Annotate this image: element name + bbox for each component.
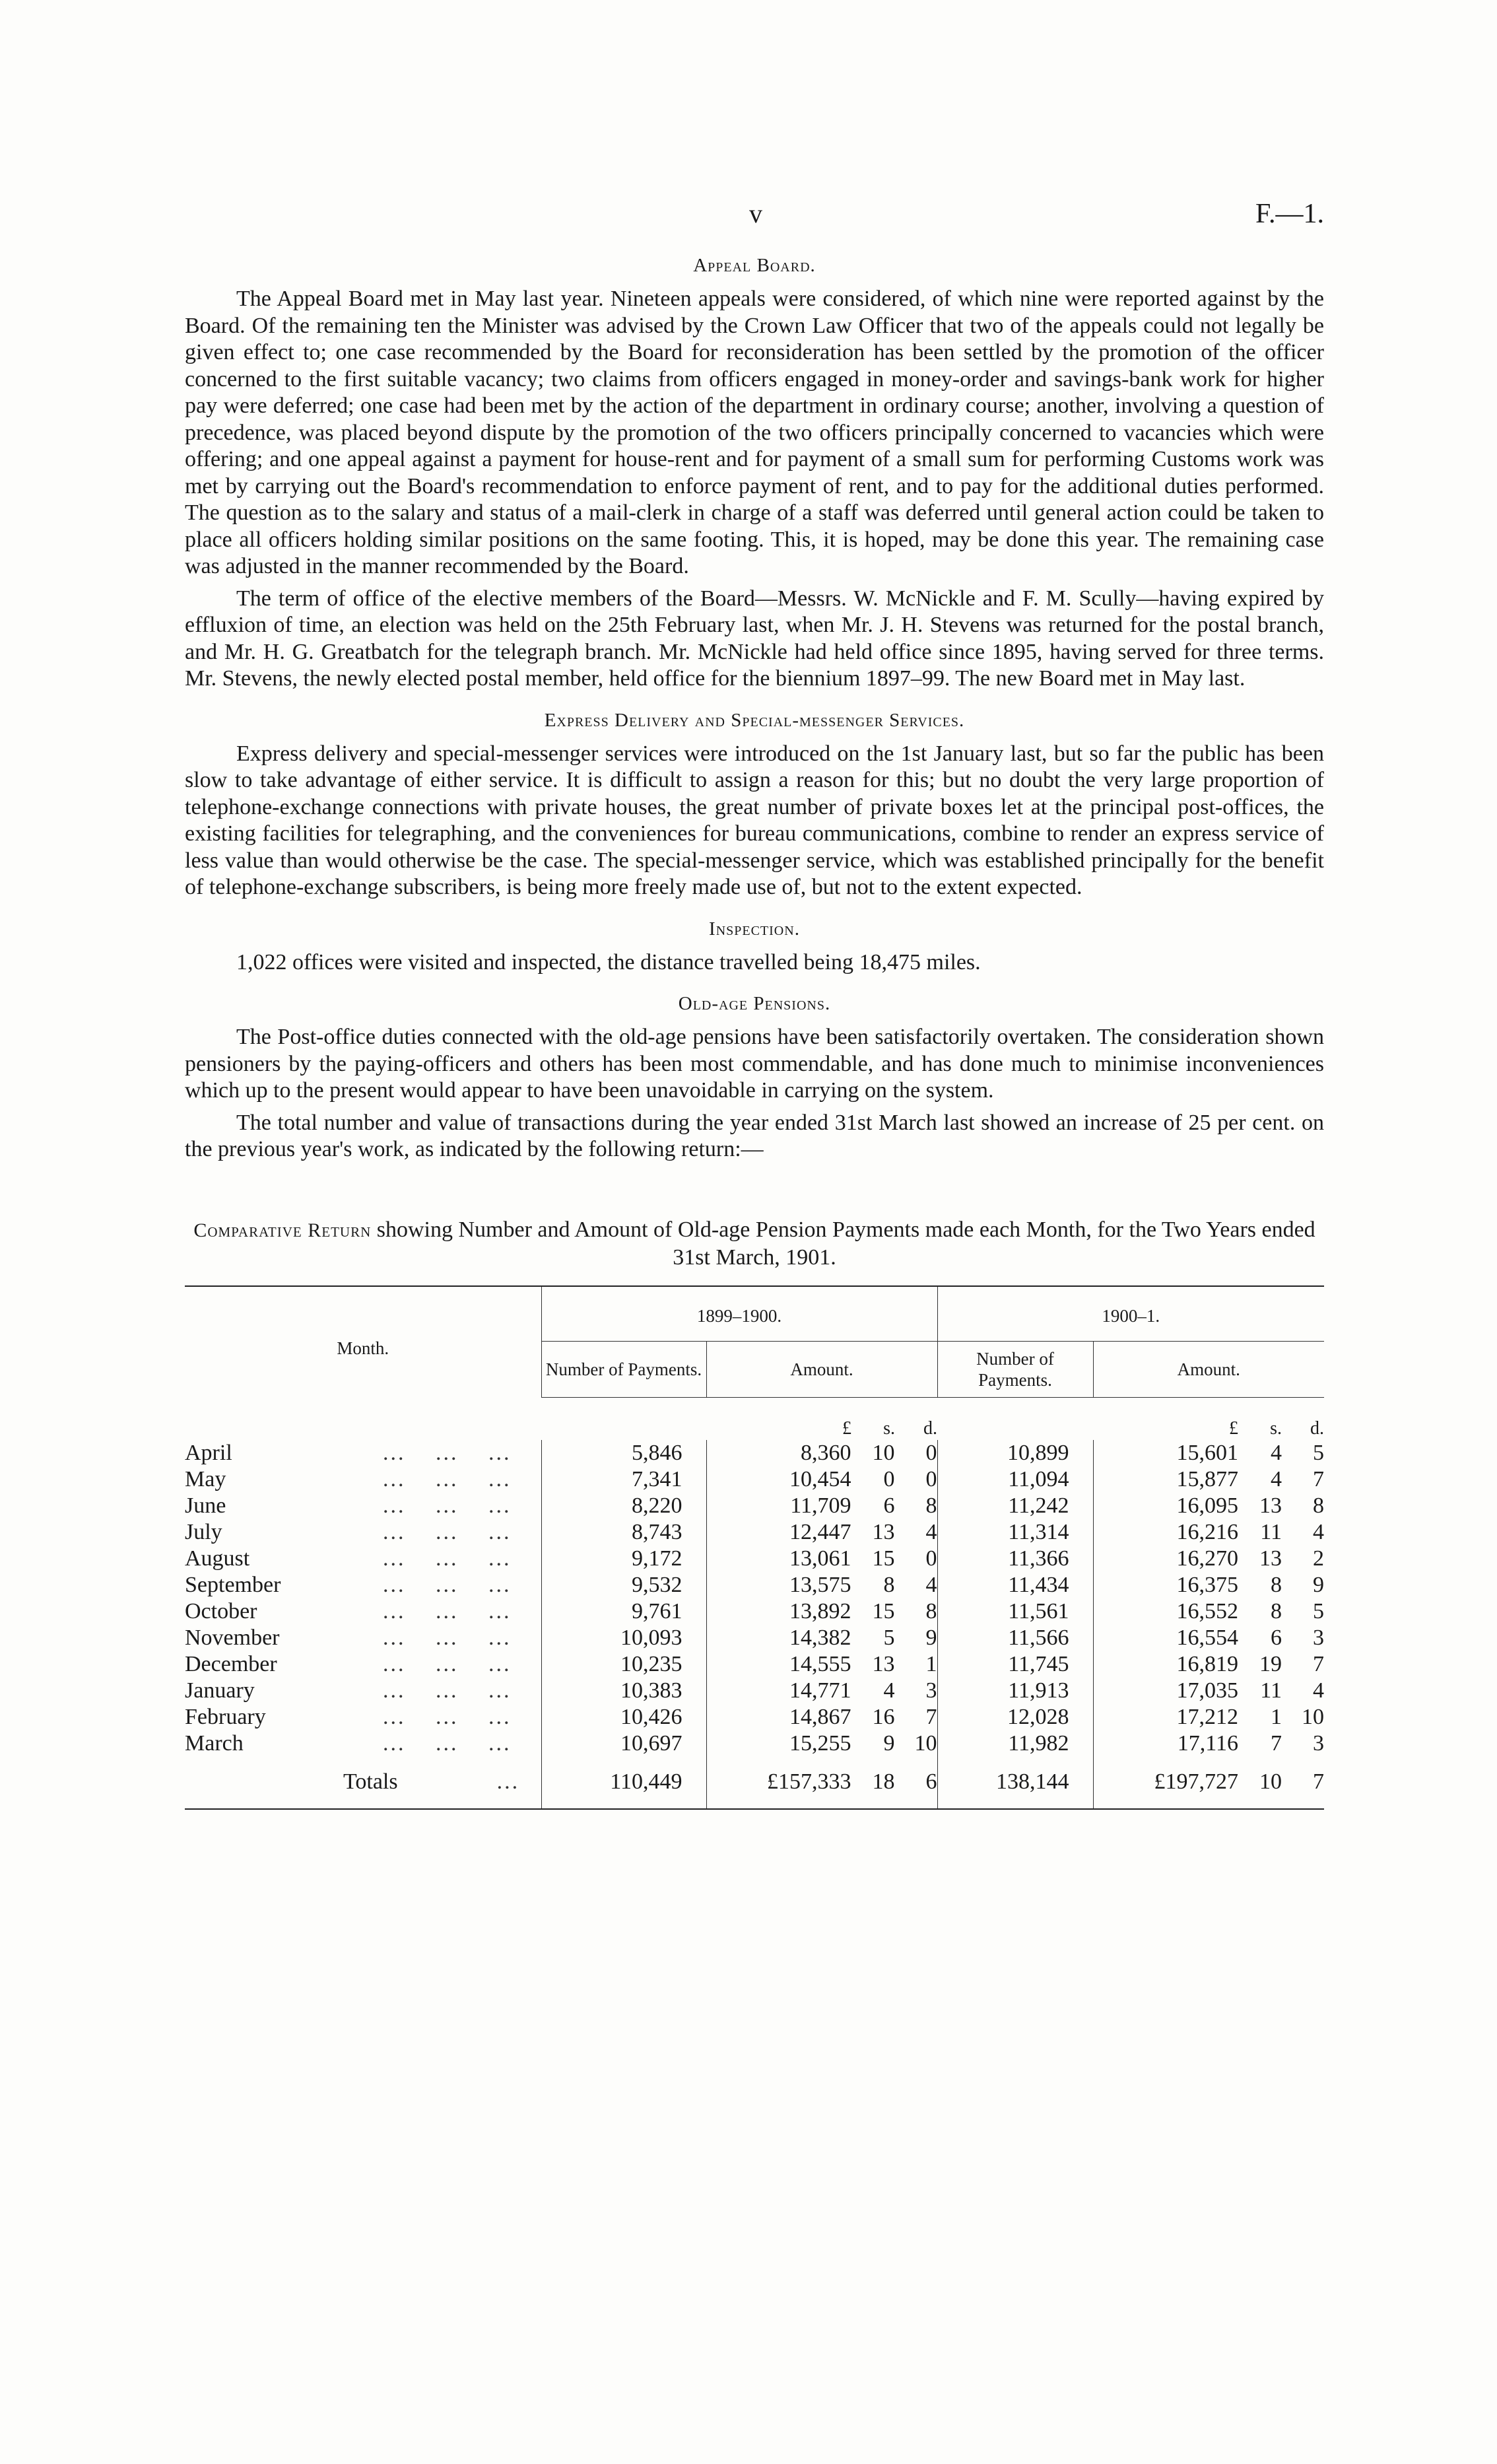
pounds: 8,360	[801, 1440, 851, 1465]
totals-pounds-2: £197,727	[1154, 1769, 1238, 1794]
shillings: 13	[872, 1519, 895, 1544]
pence: 4	[1313, 1519, 1324, 1544]
payments-count-1899: 7,341	[541, 1466, 706, 1493]
amount-1899	[706, 1546, 937, 1572]
payments-count-1900: 11,366	[937, 1546, 1093, 1572]
month-cell	[185, 1678, 541, 1704]
pence: 7	[925, 1704, 937, 1729]
leader-dots: ...	[436, 1651, 459, 1676]
table-caption-text: showing Number and Amount of Old-age Pension Payments made each Month, for the Two Years ended 31st March, 1901.	[371, 1217, 1315, 1270]
shillings: 11	[1260, 1678, 1282, 1703]
leader-dots: ...	[488, 1625, 512, 1650]
pence: 8	[1313, 1493, 1324, 1518]
pounds: 17,035	[1176, 1678, 1238, 1703]
document-reference: F.—1.	[1255, 199, 1324, 229]
table-row	[185, 1598, 1324, 1625]
totals-pence-1: 6	[925, 1769, 937, 1794]
leader-dots: ...	[436, 1546, 459, 1571]
totals-label: Totals	[343, 1769, 398, 1794]
pounds: 11,709	[790, 1493, 851, 1518]
month-label: September	[185, 1572, 281, 1597]
month-label: January	[185, 1678, 255, 1703]
leader-dots: ...	[383, 1678, 406, 1703]
payments-count-1899: 8,220	[541, 1493, 706, 1519]
pence: 3	[1313, 1730, 1324, 1756]
pence: 2	[1313, 1546, 1324, 1571]
column-header-year-1899-1900: 1899–1900.	[541, 1286, 937, 1342]
shillings: 5	[883, 1625, 895, 1650]
pounds: 13,892	[789, 1598, 851, 1624]
payments-count-1899: 10,426	[541, 1704, 706, 1730]
month-cell	[185, 1704, 541, 1730]
pounds: 16,270	[1176, 1546, 1238, 1571]
section-heading-appeal-board: Appeal Board.	[693, 255, 816, 276]
totals-pence-2: 7	[1313, 1769, 1324, 1794]
pounds: 17,116	[1177, 1730, 1238, 1756]
table-caption-lead: Comparative Return	[193, 1219, 372, 1241]
month-label: July	[185, 1519, 222, 1544]
leader-dots: ...	[436, 1730, 459, 1756]
payments-count-1899: 10,235	[541, 1651, 706, 1678]
column-header-number-2: Number of Payments.	[937, 1341, 1093, 1397]
payments-count-1899: 9,532	[541, 1572, 706, 1598]
pence: 0	[925, 1440, 937, 1465]
month-cell	[185, 1466, 541, 1493]
shillings: 16	[872, 1704, 895, 1729]
amount-1899	[706, 1519, 937, 1546]
paragraph: The total number and value of transactions during the year ended 31st March last showed an increase of 25 per cent. on the previous year's work, as indicated by the following return:—	[185, 1110, 1324, 1161]
leader-dots: ...	[383, 1730, 406, 1756]
amount-1900	[1093, 1493, 1324, 1519]
document-page	[185, 198, 1324, 1810]
leader-dots: ...	[488, 1519, 512, 1544]
payments-count-1899: 9,761	[541, 1598, 706, 1625]
page-number: v	[749, 199, 762, 228]
pounds: 14,867	[789, 1704, 851, 1729]
totals-row	[185, 1757, 1324, 1809]
leader-dots: ...	[383, 1546, 406, 1571]
amount-1899	[706, 1678, 937, 1704]
table-caption	[185, 1216, 1324, 1271]
payments-count-1900: 11,982	[937, 1730, 1093, 1757]
pounds: 14,555	[789, 1651, 851, 1676]
amount-1899	[706, 1572, 937, 1598]
shillings: 11	[1260, 1519, 1282, 1544]
payments-count-1899: 10,093	[541, 1625, 706, 1651]
amount-1900	[1093, 1572, 1324, 1598]
leader-dots: ...	[436, 1625, 459, 1650]
month-label: August	[185, 1546, 250, 1571]
shillings: 9	[883, 1730, 895, 1756]
pounds: 15,255	[789, 1730, 851, 1756]
paragraph: The Appeal Board met in May last year. Nineteen appeals were considered, of which nine were reported against by the Board. Of the remaining ten the Minister was advised by the Crown Law Officer that two of the appeals could not legally be given effect to; one case recommended by the Board for reconsideration has been settled by the promotion of the officer concerned to the first suitable vacancy; two claims from officers engaged in money-order and savings-bank work for higher pay were deferred; one case had been met by the action of the department in ordinary course; another, involving a question of precedence, was placed beyond dispute by the promotion of the two officers principally concerned to vacancies which were offering; and one appeal against a payment for house-rent and for payment of a small sum for performing Customs work was met by carrying out the Board's recommendation to enforce payment of rent, and to pay for the additional duties performed. The question as to the salary and status of a mail-clerk in charge of a staff was deferred until general action could be taken to place all officers holding similar positions on the same footing. This, it is hoped, may be done this year. The remaining case was adjusted in the manner recommended by the Board.	[185, 287, 1324, 578]
payments-count-1900: 11,561	[937, 1598, 1093, 1625]
payments-count-1899: 10,383	[541, 1678, 706, 1704]
pension-payments-table	[185, 1285, 1324, 1810]
unit-shillings: s.	[883, 1418, 895, 1439]
leader-dots: ...	[383, 1572, 406, 1597]
unit-pounds: £	[1229, 1418, 1238, 1439]
leader-dots: ...	[488, 1546, 512, 1571]
leader-dots: ...	[488, 1572, 512, 1597]
month-cell	[185, 1625, 541, 1651]
pounds: 10,454	[789, 1466, 851, 1491]
shillings: 13	[872, 1651, 895, 1676]
table-row	[185, 1625, 1324, 1651]
amount-1900	[1093, 1625, 1324, 1651]
month-cell	[185, 1440, 541, 1466]
leader-dots: ...	[488, 1651, 512, 1676]
shillings: 6	[1271, 1625, 1282, 1650]
paragraph: The Post-office duties connected with the old-age pensions have been satisfactorily overtaken. The consideration shown pensioners by the paying-officers and others has been most commendable, and has done much to minimise inconveniences which up to the present would appear to have been unavoidable in carrying on the system.	[185, 1025, 1324, 1103]
shillings: 8	[883, 1572, 895, 1597]
pounds: 16,095	[1176, 1493, 1238, 1518]
totals-pounds-1: £157,333	[767, 1769, 851, 1794]
leader-dots: ...	[436, 1678, 459, 1703]
shillings: 6	[883, 1493, 895, 1518]
table-row	[185, 1440, 1324, 1466]
leader-dots: ...	[488, 1493, 512, 1518]
amount-1900	[1093, 1651, 1324, 1678]
month-cell	[185, 1572, 541, 1598]
pence: 9	[1313, 1572, 1324, 1597]
amount-1899	[706, 1730, 937, 1757]
table-row	[185, 1572, 1324, 1598]
shillings: 13	[1259, 1493, 1282, 1518]
column-header-amount-1: Amount.	[706, 1341, 937, 1397]
shillings: 13	[1259, 1546, 1282, 1571]
table-row	[185, 1546, 1324, 1572]
table-row	[185, 1651, 1324, 1678]
pence: 4	[925, 1519, 937, 1544]
paragraph: Express delivery and special-messenger services were introduced on the 1st January last, but so far the public has been slow to take advantage of either service. It is difficult to assign a reason for this; but no doubt the very large proportion of telephone-exchange connections with private houses, the great number of private boxes let at the principal post-offices, the existing facilities for telegraphing, and the conveniences for bureau communications, combine to render an express service of less value than would otherwise be the case. The special-messenger service, which was established principally for the benefit of telephone-exchange subscribers, is being more freely made use of, but not to the extent expected.	[185, 741, 1324, 899]
amount-1899	[706, 1440, 937, 1466]
page-header	[185, 198, 1324, 238]
pounds: 14,382	[789, 1625, 851, 1650]
amount-1900	[1093, 1704, 1324, 1730]
month-label: February	[185, 1704, 266, 1729]
leader-dots: ...	[488, 1730, 512, 1756]
shillings: 19	[1259, 1651, 1282, 1676]
pounds: 13,061	[789, 1546, 851, 1571]
leader-dots: ...	[488, 1440, 512, 1465]
shillings: 4	[1271, 1440, 1282, 1465]
leader-dots: ...	[436, 1572, 459, 1597]
leader-dots: ...	[383, 1440, 406, 1465]
section-heading-old-age-pensions: Old-age Pensions.	[678, 993, 831, 1014]
amount-1900	[1093, 1546, 1324, 1572]
shillings: 7	[1271, 1730, 1282, 1756]
leader-dots: ...	[488, 1704, 512, 1729]
shillings: 8	[1271, 1598, 1282, 1624]
pence: 4	[1313, 1678, 1324, 1703]
shillings: 15	[872, 1546, 895, 1571]
amount-1899	[706, 1651, 937, 1678]
units-row	[185, 1397, 1324, 1440]
month-label: March	[185, 1730, 244, 1756]
section-heading-express-delivery: Express Delivery and Special-messenger Services.	[544, 709, 965, 731]
payments-count-1900: 11,566	[937, 1625, 1093, 1651]
payments-count-1900: 10,899	[937, 1440, 1093, 1466]
month-cell	[185, 1651, 541, 1678]
leader-dots: ...	[383, 1493, 406, 1518]
pence: 3	[925, 1678, 937, 1703]
shillings: 10	[872, 1440, 895, 1465]
shillings: 8	[1271, 1572, 1282, 1597]
paragraph: 1,022 offices were visited and inspected, the distance travelled being 18,475 miles.	[236, 949, 981, 975]
unit-pence: d.	[923, 1418, 937, 1439]
totals-shillings-1: 18	[872, 1769, 895, 1794]
pounds: 14,771	[789, 1678, 851, 1703]
payments-count-1899: 9,172	[541, 1546, 706, 1572]
pence: 0	[925, 1546, 937, 1571]
table-row	[185, 1704, 1324, 1730]
pounds: 15,877	[1176, 1466, 1238, 1491]
leader-dots: ...	[383, 1519, 406, 1544]
table-row	[185, 1493, 1324, 1519]
totals-shillings-2: 10	[1259, 1769, 1282, 1794]
payments-count-1900: 11,745	[937, 1651, 1093, 1678]
column-header-number-1: Number of Payments.	[541, 1341, 706, 1397]
pounds: 17,212	[1176, 1704, 1238, 1729]
pounds: 13,575	[789, 1572, 851, 1597]
month-label: May	[185, 1466, 226, 1491]
table-row	[185, 1519, 1324, 1546]
pence: 5	[1313, 1598, 1324, 1624]
amount-1899	[706, 1704, 937, 1730]
totals-number-2: 138,144	[937, 1757, 1093, 1809]
pence: 10	[1302, 1704, 1324, 1729]
pence: 1	[925, 1651, 937, 1676]
pounds: 12,447	[789, 1519, 851, 1544]
pence: 10	[914, 1730, 937, 1756]
leader-dots: ...	[436, 1598, 459, 1624]
month-label: December	[185, 1651, 277, 1676]
month-label: November	[185, 1625, 280, 1650]
shillings: 15	[872, 1598, 895, 1624]
shillings: 4	[1271, 1466, 1282, 1491]
section-heading-inspection: Inspection.	[709, 918, 800, 940]
leader-dots: ...	[436, 1466, 459, 1491]
unit-pounds: £	[842, 1418, 851, 1439]
month-cell	[185, 1598, 541, 1625]
pounds: 16,216	[1176, 1519, 1238, 1544]
payments-count-1900: 11,913	[937, 1678, 1093, 1704]
pence: 3	[1313, 1625, 1324, 1650]
table-row	[185, 1730, 1324, 1757]
amount-1899	[706, 1466, 937, 1493]
pence: 8	[925, 1598, 937, 1624]
month-cell	[185, 1730, 541, 1757]
payments-count-1899: 10,697	[541, 1730, 706, 1757]
leader-dots: ...	[383, 1651, 406, 1676]
payments-count-1899: 5,846	[541, 1440, 706, 1466]
amount-1900	[1093, 1730, 1324, 1757]
amount-1899	[706, 1598, 937, 1625]
payments-count-1900: 11,242	[937, 1493, 1093, 1519]
pounds: 16,554	[1176, 1625, 1238, 1650]
month-cell	[185, 1546, 541, 1572]
leader-dots: ...	[436, 1704, 459, 1729]
leader-dots: ...	[436, 1440, 459, 1465]
month-label: April	[185, 1440, 232, 1465]
column-header-year-1900-1: 1900–1.	[937, 1286, 1324, 1342]
amount-1900	[1093, 1466, 1324, 1493]
amount-1899	[706, 1493, 937, 1519]
amount-1900	[1093, 1440, 1324, 1466]
pence: 7	[1313, 1466, 1324, 1491]
amount-1900	[1093, 1678, 1324, 1704]
amount-1900	[1093, 1519, 1324, 1546]
leader-dots: ...	[383, 1466, 406, 1491]
payments-count-1900: 12,028	[937, 1704, 1093, 1730]
totals-label-cell	[185, 1757, 541, 1809]
pence: 0	[925, 1466, 937, 1491]
month-cell	[185, 1519, 541, 1546]
leader-dots: ...	[436, 1519, 459, 1544]
pounds: 16,819	[1176, 1651, 1238, 1676]
leader-dots: ...	[488, 1466, 512, 1491]
column-header-amount-2: Amount.	[1093, 1341, 1324, 1397]
month-label: October	[185, 1598, 257, 1624]
payments-count-1900: 11,094	[937, 1466, 1093, 1493]
leader-dots: ...	[488, 1678, 512, 1703]
leader-dots: ...	[436, 1493, 459, 1518]
amount-1900	[1093, 1598, 1324, 1625]
month-label: June	[185, 1493, 226, 1518]
table-row	[185, 1466, 1324, 1493]
leader-dots: ...	[383, 1625, 406, 1650]
payments-count-1900: 11,314	[937, 1519, 1093, 1546]
payments-count-1899: 8,743	[541, 1519, 706, 1546]
shillings: 0	[883, 1466, 895, 1491]
table-row	[185, 1678, 1324, 1704]
pence: 8	[925, 1493, 937, 1518]
pounds: 15,601	[1176, 1440, 1238, 1465]
leader-dots: ...	[496, 1769, 520, 1794]
paragraph: The term of office of the elective members of the Board—Messrs. W. McNickle and F. M. Scully—having expired by effluxion of time, an election was held on the 25th February last, when Mr. J. H. Stevens was returned for the postal branch, and Mr. H. G. Greatbatch for the telegraph branch. Mr. McNickle had held office since 1895, having served for three terms. Mr. Stevens, the newly elected postal member, held office for the biennium 1897–99. The new Board met in May last.	[185, 586, 1324, 691]
totals-number-1: 110,449	[541, 1757, 706, 1809]
pence: 5	[1313, 1440, 1324, 1465]
shillings: 4	[883, 1678, 895, 1703]
pence: 4	[925, 1572, 937, 1597]
month-cell	[185, 1493, 541, 1519]
leader-dots: ...	[488, 1598, 512, 1624]
unit-pence: d.	[1310, 1418, 1324, 1439]
unit-shillings: s.	[1270, 1418, 1282, 1439]
pounds: 16,552	[1176, 1598, 1238, 1624]
payments-count-1900: 11,434	[937, 1572, 1093, 1598]
leader-dots: ...	[383, 1598, 406, 1624]
column-header-month: Month.	[337, 1338, 389, 1358]
leader-dots: ...	[383, 1704, 406, 1729]
pounds: 16,375	[1176, 1572, 1238, 1597]
shillings: 1	[1271, 1704, 1282, 1729]
pence: 9	[925, 1625, 937, 1650]
amount-1899	[706, 1625, 937, 1651]
pence: 7	[1313, 1651, 1324, 1676]
